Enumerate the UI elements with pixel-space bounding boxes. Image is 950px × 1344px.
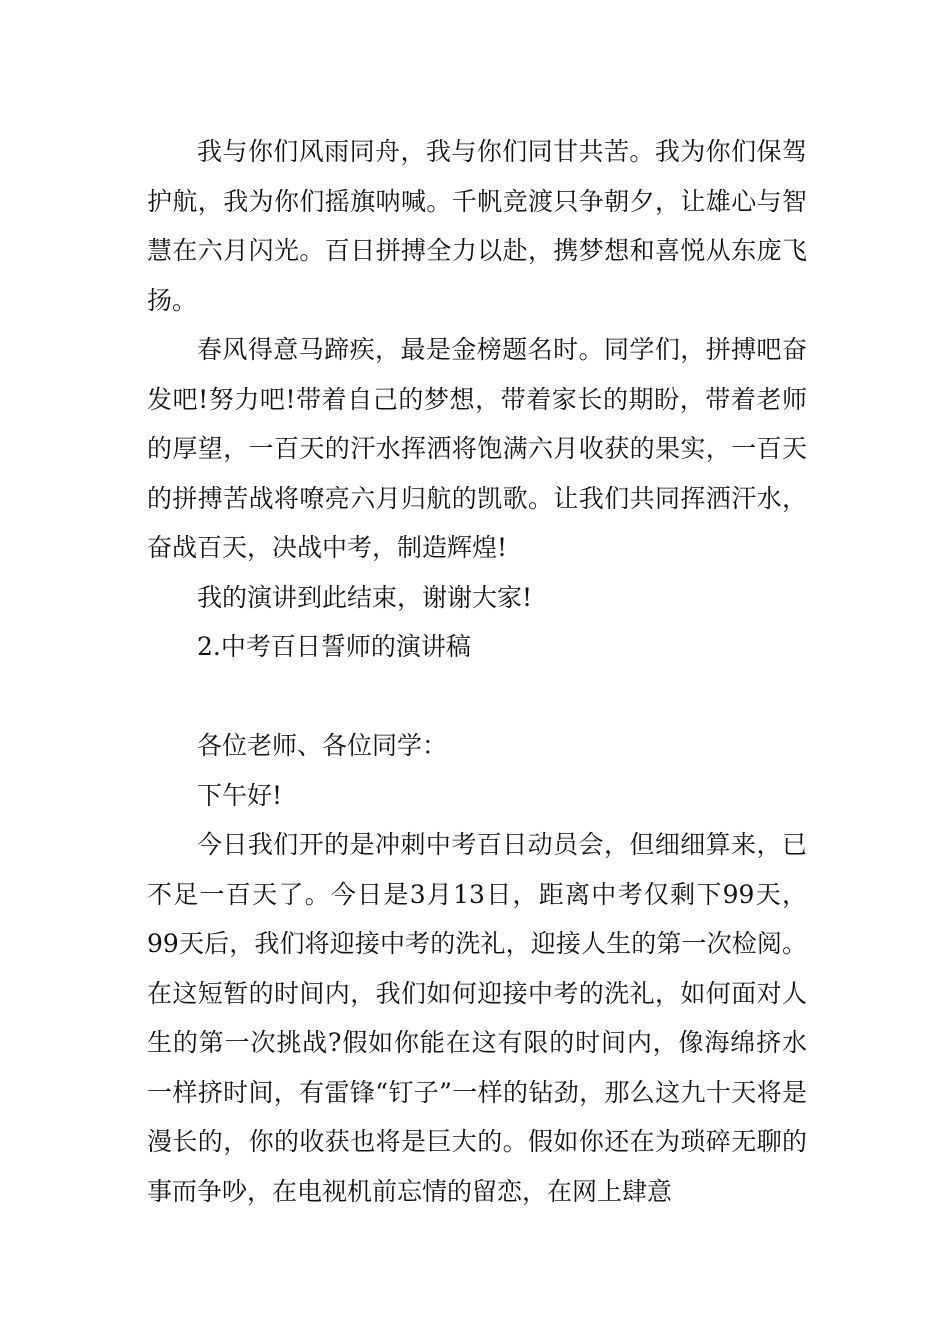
greeting: 各位老师、各位同学： bbox=[197, 731, 448, 760]
paragraph-4: 今日我们开的是冲刺中考百日动员会，但细细算来，已不足一百天了。今日是3月13日，距离中考仅剩下99天，99天后，我们将迎接中考的洗礼，迎接人生的第一次检阅。在这短暂的时间内，我们如何迎接中考的洗礼，如何面对人生的第一次挑战?假如你能在这有限的时间内，像海绵挤水一样挤时间，有雷锋“钉子”一样的钻劲，那么这九十天将是漫长的，你的收获也将是巨大的。假如你还在为琐碎无聊的事而争吵，在电视机前忘情的留恋，在网上肆意 bbox=[147, 830, 807, 1206]
paragraph-3: 我的演讲到此结束，谢谢大家! bbox=[197, 582, 533, 612]
paragraph-2: 春风得意马蹄疾，最是金榜题名时。同学们，拼搏吧奋发吧!努力吧!带着自己的梦想，带着家长的期盼，带着老师的厚望，一百天的汗水挥洒将饱满六月收获的果实，一百天的拼搏苦战将嘹亮六月归航的凯歌。让我们共同挥洒汗水，奋战百天，决战中考，制造辉煌! bbox=[147, 335, 807, 562]
blank-line bbox=[147, 672, 807, 722]
hello-line: 下午好! bbox=[197, 780, 283, 810]
section-heading: 2.中考百日誓师的演讲稿 bbox=[197, 632, 471, 661]
document-body bbox=[147, 127, 807, 1216]
paragraph-1: 我与你们风雨同舟，我与你们同甘共苦。我为你们保驾护航，我为你们摇旗呐喊。千帆竞渡只争朝夕，让雄心与智慧在六月闪光。百日拼搏全力以赴，携梦想和喜悦从东庞飞扬。 bbox=[147, 137, 807, 315]
